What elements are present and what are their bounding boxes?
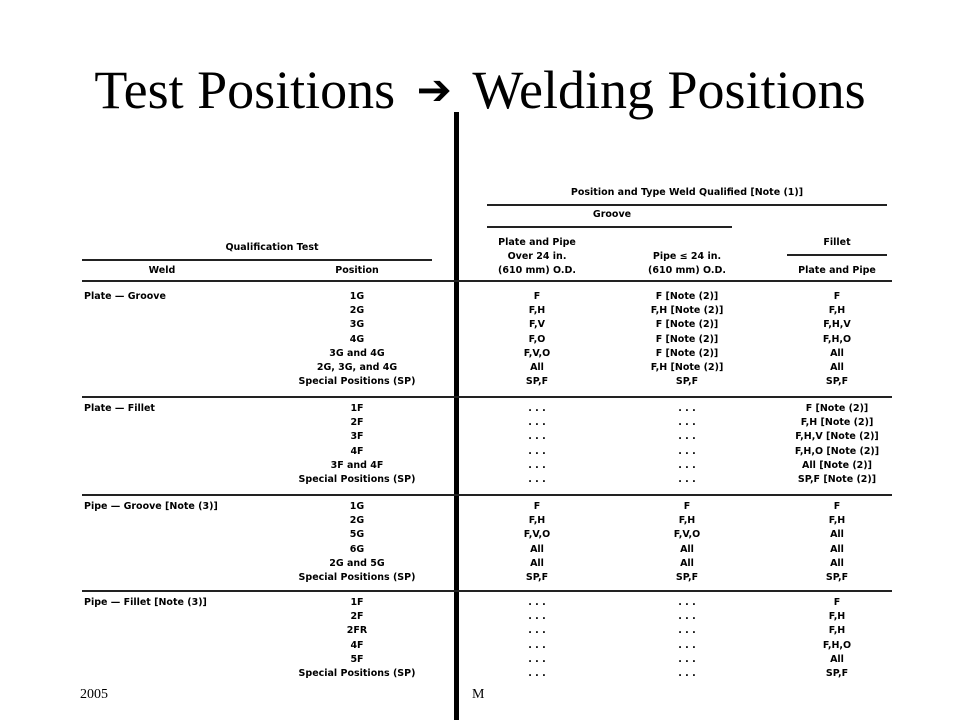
footer-year: 2005 [80, 687, 108, 702]
table-row [82, 304, 892, 318]
qual-test-rule [82, 259, 432, 261]
fillet-cell: SP,F [825, 572, 849, 583]
fillet-cell: SP,F [Note (2)] [797, 474, 877, 485]
header-bottom-rule [82, 280, 892, 282]
pipe-under24-cell: . . . [678, 417, 696, 429]
fillet-cell: F [833, 291, 841, 302]
title-right: Welding Positions [472, 60, 866, 120]
pipe-under24-cell: . . . [678, 459, 696, 471]
plate-pipe-over24-cell: . . . [528, 431, 546, 443]
position-cell: 2G and 5G [329, 557, 385, 569]
weld-cell: Pipe — Fillet [Note (3)] [84, 597, 207, 608]
plate-pipe-over24-cell: F,H [528, 305, 546, 317]
fillet-cell: All [830, 529, 844, 541]
table-row [82, 543, 892, 557]
position-cell: 3F [350, 431, 364, 443]
plate-pipe-over24-cell: F [533, 291, 541, 302]
table-row [82, 514, 892, 528]
plate-pipe-over24-cell: F,V,O [523, 347, 551, 359]
pipe-under24-cell: F [Note (2)] [655, 291, 719, 302]
pipe-under24-cell: . . . [678, 474, 696, 485]
pipe-under24-cell: F,H [Note (2)] [650, 362, 724, 373]
fillet-cell: F [833, 597, 841, 608]
plate-pipe-over24-cell: SP,F [525, 572, 549, 583]
fillet-cell: F,H [828, 515, 846, 527]
fillet-cell: F,H,O [Note (2)] [794, 445, 880, 457]
plate-pipe-over24-cell: . . . [528, 639, 546, 651]
weld-col-header: Weld [148, 265, 176, 276]
table-row [82, 445, 892, 459]
qualified-header: Position and Type Weld Qualified [Note (1)] [570, 187, 804, 198]
plate-pipe-over24-cell: . . . [528, 445, 546, 457]
plate-pipe-line1: Plate and Pipe [498, 237, 576, 248]
pipe-under24-cell: . . . [678, 597, 696, 608]
fillet-cell: F,H [828, 611, 846, 623]
weld-cell: Pipe — Groove [Note (3)] [84, 501, 218, 512]
header-rule [487, 204, 887, 206]
fillet-cell: F,H,V [823, 319, 851, 331]
pipe-under24-cell: F [Note (2)] [655, 347, 719, 359]
fillet-cell: F,H,V [Note (2)] [795, 431, 879, 443]
plate-pipe-over24-cell: . . . [528, 403, 546, 414]
table-row [82, 528, 892, 542]
position-cell: 4F [350, 445, 364, 457]
table-row [82, 571, 892, 585]
arrow-right-icon: ➔ [416, 65, 452, 114]
table-row [82, 402, 892, 416]
table-row [82, 318, 892, 332]
position-cell: 2FR [346, 625, 368, 637]
group-separator [82, 396, 892, 398]
pipe-under24-cell: . . . [678, 639, 696, 651]
table-row [82, 416, 892, 430]
position-cell: 3G [349, 319, 365, 331]
plate-pipe-over24-cell: F [533, 501, 541, 512]
position-cell: 1G [349, 291, 365, 302]
fillet-cell: F,H [828, 625, 846, 637]
table-row [82, 361, 892, 375]
weld-cell: Plate — Groove [84, 291, 166, 302]
table-row [82, 430, 892, 444]
table-row [82, 653, 892, 667]
table-row [82, 610, 892, 624]
fillet-cell: F,H,O [822, 639, 852, 651]
position-cell: Special Positions (SP) [298, 668, 416, 679]
pipe-under24-cell: SP,F [675, 572, 699, 583]
table-row [82, 459, 892, 473]
pipe-under24-cell: All [680, 557, 694, 569]
position-cell: 3F and 4F [330, 459, 384, 471]
plate-pipe-over24-cell: . . . [528, 417, 546, 429]
pipe-under24-cell: F,H [678, 515, 696, 527]
position-cell: 5G [349, 529, 365, 541]
position-cell: Special Positions (SP) [298, 572, 416, 583]
plate-pipe-over24-cell: All [530, 543, 544, 555]
position-cell: 4F [350, 639, 364, 651]
position-cell: 2F [350, 611, 364, 623]
plate-pipe-line2: Over 24 in. [507, 251, 567, 262]
pipe-under24-cell: All [680, 543, 694, 555]
plate-pipe-over24-cell: . . . [528, 653, 546, 665]
table-row [82, 596, 892, 610]
position-cell: 2G [349, 305, 365, 317]
groove-header: Groove [592, 209, 632, 220]
table-row [82, 473, 892, 487]
plate-pipe-over24-cell: . . . [528, 611, 546, 623]
pipe-under24-cell: . . . [678, 611, 696, 623]
fillet-cell: SP,F [825, 376, 849, 388]
pipe-under24-cell: . . . [678, 403, 696, 414]
qualification-table [82, 180, 892, 685]
plate-pipe-over24-cell: . . . [528, 668, 546, 679]
position-cell: Special Positions (SP) [298, 474, 416, 485]
pipe-under24-cell: F [Note (2)] [655, 319, 719, 331]
position-cell: 5F [350, 653, 364, 665]
position-cell: 6G [349, 543, 365, 555]
pipe-under24-cell: F,H [Note (2)] [650, 305, 724, 317]
title-left: Test Positions [94, 60, 396, 120]
pipe-under24-cell: F [Note (2)] [655, 333, 719, 345]
pipe-under24-cell: . . . [678, 431, 696, 443]
fillet-header: Fillet [823, 237, 851, 248]
pipe-under24-cell: SP,F [675, 376, 699, 388]
position-cell: 1G [349, 501, 365, 512]
table-row [82, 624, 892, 638]
slide-title [0, 58, 960, 122]
position-cell: 2G, 3G, and 4G [316, 362, 398, 373]
pipe-under24-cell: . . . [678, 668, 696, 679]
plate-pipe-over24-cell: All [530, 557, 544, 569]
position-cell: 1F [350, 403, 364, 414]
fillet-cell: F [Note (2)] [805, 403, 869, 414]
plate-pipe-line3: (610 mm) O.D. [498, 265, 576, 276]
table-row [82, 557, 892, 571]
plate-pipe-over24-cell: . . . [528, 474, 546, 485]
fillet-cell: F [833, 501, 841, 512]
plate-pipe-over24-cell: . . . [528, 459, 546, 471]
position-cell: 2F [350, 417, 364, 429]
fillet-cell: F,H [828, 305, 846, 317]
fillet-cell: All [830, 653, 844, 665]
position-cell: 2G [349, 515, 365, 527]
weld-cell: Plate — Fillet [84, 403, 155, 414]
table-row [82, 667, 892, 681]
fillet-cell: All [830, 362, 844, 373]
fillet-cell: SP,F [825, 668, 849, 679]
pipe-under24-cell: F,V,O [673, 529, 701, 541]
fillet-sub-header: Plate and Pipe [798, 265, 876, 276]
fillet-cell: F,H [Note (2)] [800, 417, 874, 429]
table-row [82, 347, 892, 361]
groove-rule [487, 226, 732, 228]
fillet-cell: All [830, 347, 844, 359]
table-row [82, 375, 892, 389]
position-cell: Special Positions (SP) [298, 376, 416, 388]
pipe-under24-cell: F [683, 501, 691, 512]
group-separator [82, 590, 892, 592]
table-row [82, 500, 892, 514]
position-cell: 3G and 4G [329, 347, 385, 359]
plate-pipe-over24-cell: SP,F [525, 376, 549, 388]
plate-pipe-over24-cell: F,V,O [523, 529, 551, 541]
plate-pipe-over24-cell: All [530, 362, 544, 373]
position-col-header: Position [335, 265, 379, 276]
plate-pipe-over24-cell: . . . [528, 625, 546, 637]
pipe-under-line2: (610 mm) O.D. [648, 265, 726, 276]
table-row [82, 290, 892, 304]
position-cell: 1F [350, 597, 364, 608]
fillet-rule [787, 254, 887, 256]
pipe-under24-cell: . . . [678, 625, 696, 637]
fillet-cell: All [830, 557, 844, 569]
pipe-under24-cell: . . . [678, 445, 696, 457]
plate-pipe-over24-cell: F,V [529, 319, 545, 331]
pipe-under-line1: Pipe ≤ 24 in. [652, 251, 722, 262]
plate-pipe-over24-cell: . . . [528, 597, 546, 608]
plate-pipe-over24-cell: F,O [528, 333, 546, 345]
plate-pipe-over24-cell: F,H [528, 515, 546, 527]
pipe-under24-cell: . . . [678, 653, 696, 665]
group-separator [82, 494, 892, 496]
fillet-cell: F,H,O [822, 333, 852, 345]
table-row [82, 639, 892, 653]
qual-test-header: Qualification Test [225, 242, 319, 253]
table-row [82, 333, 892, 347]
footer-mark: M [472, 687, 485, 702]
fillet-cell: All [830, 543, 844, 555]
fillet-cell: All [Note (2)] [802, 459, 872, 471]
position-cell: 4G [349, 333, 365, 345]
